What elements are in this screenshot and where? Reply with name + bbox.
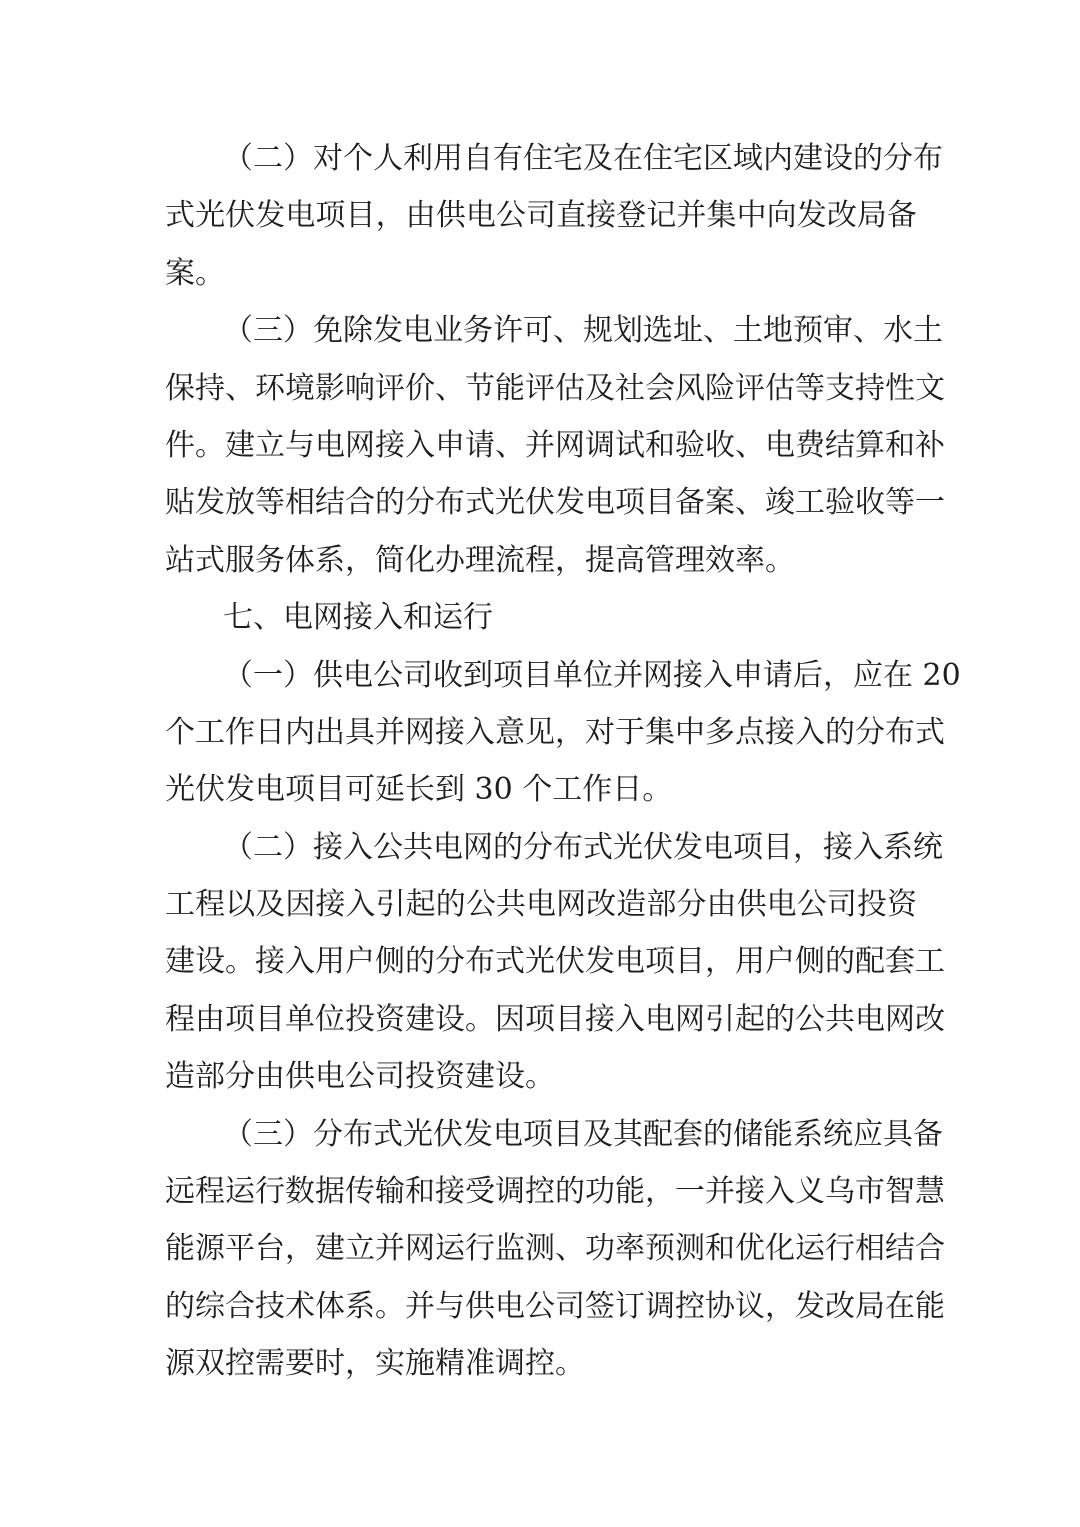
section-item-1-line-3: 光伏发电项目可延长到 30 个工作日。 [165, 772, 673, 808]
paragraph-3-line-2: 保持、环境影响评价、节能评估及社会风险评估等支持性文 [165, 370, 945, 406]
section-item-1-line-2: 个工作日内出具并网接入意见，对于集中多点接入的分布式 [165, 714, 945, 750]
section-item-3-line-2: 远程运行数据传输和接受调控的功能，一并接入义乌市智慧 [165, 1174, 945, 1210]
section-item-3-line-4: 的综合技术体系。并与供电公司签订调控协议，发改局在能 [165, 1288, 945, 1324]
section-item-2-line-3: 建设。接入用户侧的分布式光伏发电项目，用户侧的配套工 [165, 944, 945, 980]
document-body [165, 130, 961, 1393]
section-item-3-line-5: 源双控需要时，实施精准调控。 [165, 1346, 585, 1382]
section-item-3-line-1: （三）分布式光伏发电项目及其配套的储能系统应具备 [223, 1116, 943, 1152]
paragraph-2-line-3: 案。 [165, 255, 225, 291]
section-heading: 七、电网接入和运行 [223, 600, 493, 636]
section-item-1-line-1: （一）供电公司收到项目单位并网接入申请后，应在 20 [223, 657, 961, 693]
section-item-3-line-3: 能源平台，建立并网运行监测、功率预测和优化运行相结合 [165, 1231, 945, 1267]
paragraph-3-line-4: 贴发放等相结合的分布式光伏发电项目备案、竣工验收等一 [165, 485, 945, 521]
paragraph-2-line-1: （二）对个人利用自有住宅及在住宅区域内建设的分布 [223, 141, 943, 176]
section-item-2-line-2: 工程以及因接入引起的公共电网改造部分由供电公司投资 [165, 887, 917, 923]
section-item-2-line-4: 程由项目单位投资建设。因项目接入电网引起的公共电网改 [165, 1001, 945, 1037]
paragraph-3-line-5: 站式服务体系，简化办理流程，提高管理效率。 [165, 542, 795, 578]
paragraph-3-line-1: （三）免除发电业务许可、规划选址、土地预审、水土 [223, 313, 943, 349]
section-item-2-line-5: 造部分由供电公司投资建设。 [165, 1059, 555, 1095]
section-item-2-line-1: （二）接入公共电网的分布式光伏发电项目，接入系统 [223, 829, 943, 865]
paragraph-3-line-3: 件。建立与电网接入申请、并网调试和验收、电费结算和补 [165, 427, 945, 463]
paragraph-2-line-2: 式光伏发电项目，由供电公司直接登记并集中向发改局备 [165, 198, 917, 234]
